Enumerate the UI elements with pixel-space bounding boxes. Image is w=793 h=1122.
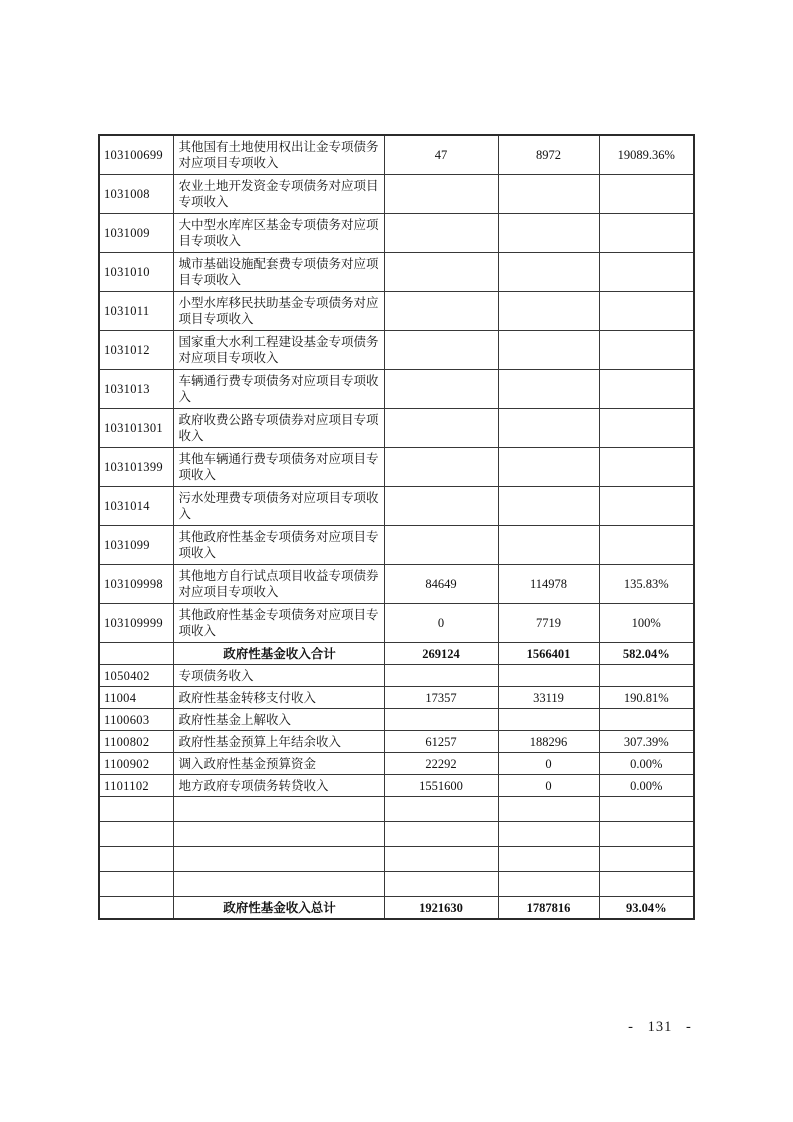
cell-code: 1101102 — [99, 775, 173, 797]
cell-budget-amount — [384, 175, 498, 214]
cell-completion-percent — [599, 709, 694, 731]
cell-item-name — [173, 872, 384, 897]
cell-code: 1031014 — [99, 487, 173, 526]
table-row — [99, 775, 694, 797]
cell-item-name: 地方政府专项债务转贷收入 — [173, 775, 384, 797]
empty-row — [99, 797, 694, 822]
cell-completion-percent: 135.83% — [599, 565, 694, 604]
table-row — [99, 753, 694, 775]
cell-item-name: 污水处理费专项债务对应项目专项收入 — [173, 487, 384, 526]
cell-completion-percent — [599, 292, 694, 331]
cell-actual-amount: 8972 — [498, 135, 599, 175]
cell-budget-amount — [384, 409, 498, 448]
cell-actual-amount — [498, 175, 599, 214]
cell-actual-amount: 0 — [498, 775, 599, 797]
cell-code — [99, 872, 173, 897]
table-body — [99, 135, 694, 919]
cell-budget-amount: 17357 — [384, 687, 498, 709]
cell-item-name — [173, 847, 384, 872]
cell-budget-amount — [384, 665, 498, 687]
cell-item-name: 其他国有土地使用权出让金专项债务对应项目专项收入 — [173, 135, 384, 175]
cell-actual-amount: 188296 — [498, 731, 599, 753]
cell-budget-amount: 1551600 — [384, 775, 498, 797]
cell-completion-percent — [599, 526, 694, 565]
cell-actual-amount: 114978 — [498, 565, 599, 604]
table-row — [99, 526, 694, 565]
table-row — [99, 731, 694, 753]
cell-code: 1031011 — [99, 292, 173, 331]
cell-actual-amount — [498, 487, 599, 526]
cell-completion-percent — [599, 370, 694, 409]
cell-budget-amount: 84649 — [384, 565, 498, 604]
cell-completion-percent: 93.04% — [599, 897, 694, 920]
cell-code: 1050402 — [99, 665, 173, 687]
cell-actual-amount — [498, 665, 599, 687]
empty-row — [99, 847, 694, 872]
cell-completion-percent — [599, 665, 694, 687]
cell-item-name: 专项债务收入 — [173, 665, 384, 687]
table-row — [99, 665, 694, 687]
cell-completion-percent — [599, 448, 694, 487]
cell-code: 1031010 — [99, 253, 173, 292]
cell-actual-amount — [498, 409, 599, 448]
cell-budget-amount — [384, 370, 498, 409]
cell-completion-percent: 307.39% — [599, 731, 694, 753]
cell-budget-amount: 22292 — [384, 753, 498, 775]
cell-code: 103101301 — [99, 409, 173, 448]
cell-item-name: 政府性基金上解收入 — [173, 709, 384, 731]
cell-budget-amount — [384, 709, 498, 731]
cell-budget-amount: 1921630 — [384, 897, 498, 920]
cell-completion-percent — [599, 409, 694, 448]
cell-budget-amount — [384, 214, 498, 253]
cell-budget-amount — [384, 253, 498, 292]
cell-item-name: 城市基础设施配套费专项债务对应项目专项收入 — [173, 253, 384, 292]
table-row — [99, 897, 694, 920]
cell-completion-percent — [599, 872, 694, 897]
table-row — [99, 331, 694, 370]
page-number: - 131 - — [628, 1019, 692, 1035]
cell-actual-amount — [498, 214, 599, 253]
cell-actual-amount — [498, 847, 599, 872]
cell-code — [99, 797, 173, 822]
cell-item-name: 国家重大水利工程建设基金专项债务对应项目专项收入 — [173, 331, 384, 370]
cell-actual-amount: 1787816 — [498, 897, 599, 920]
cell-completion-percent — [599, 822, 694, 847]
cell-budget-amount — [384, 847, 498, 872]
cell-actual-amount: 33119 — [498, 687, 599, 709]
cell-item-name: 政府性基金转移支付收入 — [173, 687, 384, 709]
cell-item-name: 大中型水库库区基金专项债务对应项目专项收入 — [173, 214, 384, 253]
cell-item-name: 政府性基金预算上年结余收入 — [173, 731, 384, 753]
cell-budget-amount — [384, 872, 498, 897]
table-row — [99, 604, 694, 643]
cell-item-name: 车辆通行费专项债务对应项目专项收入 — [173, 370, 384, 409]
cell-code: 1031012 — [99, 331, 173, 370]
cell-code: 103100699 — [99, 135, 173, 175]
table-row — [99, 643, 694, 665]
cell-completion-percent: 100% — [599, 604, 694, 643]
cell-code: 1031009 — [99, 214, 173, 253]
cell-completion-percent — [599, 847, 694, 872]
cell-code: 1031008 — [99, 175, 173, 214]
cell-code: 103101399 — [99, 448, 173, 487]
cell-code: 1031013 — [99, 370, 173, 409]
cell-code: 11004 — [99, 687, 173, 709]
cell-item-name: 政府收费公路专项债券对应项目专项收入 — [173, 409, 384, 448]
cell-actual-amount — [498, 370, 599, 409]
cell-code — [99, 847, 173, 872]
cell-completion-percent — [599, 175, 694, 214]
cell-completion-percent — [599, 214, 694, 253]
cell-item-name: 其他政府性基金专项债务对应项目专项收入 — [173, 604, 384, 643]
empty-row — [99, 822, 694, 847]
cell-actual-amount — [498, 797, 599, 822]
table-row — [99, 135, 694, 175]
cell-actual-amount — [498, 253, 599, 292]
cell-item-name: 农业土地开发资金专项债务对应项目专项收入 — [173, 175, 384, 214]
cell-completion-percent — [599, 331, 694, 370]
table-row — [99, 487, 694, 526]
cell-actual-amount — [498, 709, 599, 731]
cell-actual-amount — [498, 331, 599, 370]
cell-completion-percent — [599, 487, 694, 526]
cell-completion-percent: 19089.36% — [599, 135, 694, 175]
cell-code — [99, 643, 173, 665]
cell-budget-amount — [384, 526, 498, 565]
cell-actual-amount: 7719 — [498, 604, 599, 643]
cell-actual-amount — [498, 526, 599, 565]
cell-code — [99, 822, 173, 847]
cell-budget-amount — [384, 292, 498, 331]
cell-budget-amount: 0 — [384, 604, 498, 643]
cell-code: 103109999 — [99, 604, 173, 643]
cell-completion-percent: 190.81% — [599, 687, 694, 709]
table-row — [99, 370, 694, 409]
cell-code: 1031099 — [99, 526, 173, 565]
cell-actual-amount — [498, 822, 599, 847]
cell-budget-amount — [384, 797, 498, 822]
cell-budget-amount: 269124 — [384, 643, 498, 665]
table-row — [99, 214, 694, 253]
cell-code: 1100603 — [99, 709, 173, 731]
cell-completion-percent: 0.00% — [599, 753, 694, 775]
cell-budget-amount: 61257 — [384, 731, 498, 753]
cell-budget-amount — [384, 448, 498, 487]
cell-actual-amount: 0 — [498, 753, 599, 775]
cell-completion-percent: 0.00% — [599, 775, 694, 797]
cell-item-name: 其他地方自行试点项目收益专项债券对应项目专项收入 — [173, 565, 384, 604]
cell-code: 1100902 — [99, 753, 173, 775]
cell-budget-amount — [384, 822, 498, 847]
cell-actual-amount — [498, 292, 599, 331]
cell-code — [99, 897, 173, 920]
cell-item-name: 政府性基金收入总计 — [173, 897, 384, 920]
government-fund-revenue-table — [98, 134, 695, 920]
cell-completion-percent — [599, 253, 694, 292]
cell-item-name: 小型水库移民扶助基金专项债务对应项目专项收入 — [173, 292, 384, 331]
cell-budget-amount: 47 — [384, 135, 498, 175]
cell-item-name: 调入政府性基金预算资金 — [173, 753, 384, 775]
cell-completion-percent: 582.04% — [599, 643, 694, 665]
table-row — [99, 292, 694, 331]
table-row — [99, 448, 694, 487]
cell-actual-amount — [498, 448, 599, 487]
empty-row — [99, 872, 694, 897]
table-row — [99, 409, 694, 448]
cell-item-name: 其他政府性基金专项债务对应项目专项收入 — [173, 526, 384, 565]
table-row — [99, 709, 694, 731]
cell-item-name: 其他车辆通行费专项债务对应项目专项收入 — [173, 448, 384, 487]
cell-actual-amount — [498, 872, 599, 897]
table-row — [99, 687, 694, 709]
cell-actual-amount: 1566401 — [498, 643, 599, 665]
cell-code: 1100802 — [99, 731, 173, 753]
cell-item-name — [173, 797, 384, 822]
cell-item-name: 政府性基金收入合计 — [173, 643, 384, 665]
cell-completion-percent — [599, 797, 694, 822]
cell-item-name — [173, 822, 384, 847]
cell-budget-amount — [384, 487, 498, 526]
table-row — [99, 565, 694, 604]
cell-budget-amount — [384, 331, 498, 370]
table-row — [99, 253, 694, 292]
cell-code: 103109998 — [99, 565, 173, 604]
table-row — [99, 175, 694, 214]
